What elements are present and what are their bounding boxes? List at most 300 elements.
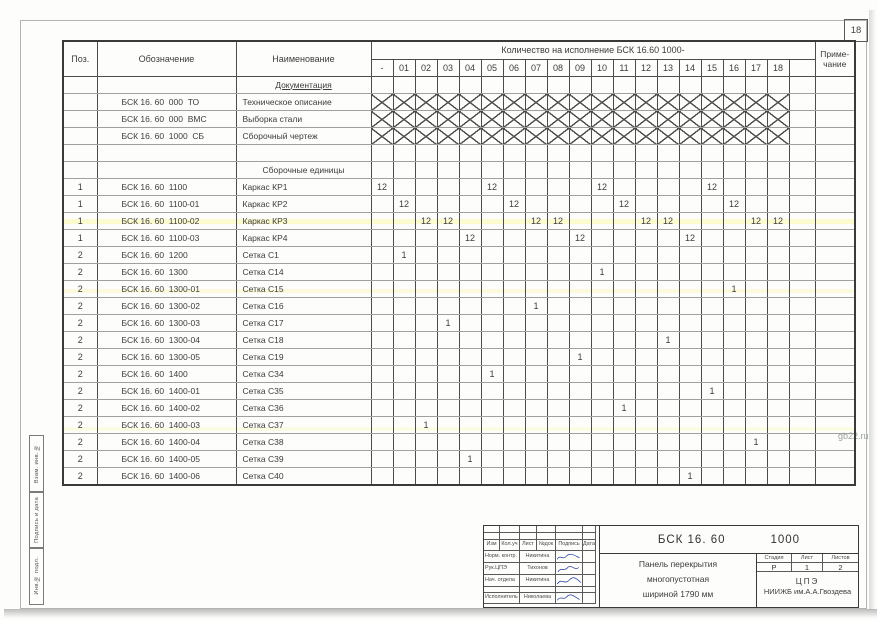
qty-cell bbox=[745, 247, 767, 264]
qty-cell bbox=[569, 434, 591, 451]
qty-cell bbox=[745, 196, 767, 213]
qty-cell bbox=[723, 264, 745, 281]
qty-cell bbox=[459, 332, 481, 349]
poz-cell bbox=[63, 77, 97, 94]
qty-cell bbox=[745, 400, 767, 417]
qty-cell bbox=[547, 111, 569, 128]
stage-value: Р bbox=[757, 563, 792, 572]
qty-cell bbox=[613, 417, 635, 434]
qty-col-header-18: 18 bbox=[767, 60, 789, 77]
qty-cell bbox=[415, 111, 437, 128]
qty-cell bbox=[745, 366, 767, 383]
qty-cell bbox=[723, 230, 745, 247]
qty-cell-blank bbox=[789, 332, 815, 349]
qty-cell bbox=[657, 179, 679, 196]
qty-cell bbox=[459, 196, 481, 213]
name-cell: Каркас КР2 bbox=[236, 196, 371, 213]
qty-cell bbox=[613, 383, 635, 400]
qty-cell bbox=[393, 417, 415, 434]
qty-cell bbox=[371, 366, 393, 383]
qty-col-header-07: 07 bbox=[525, 60, 547, 77]
qty-cell-blank bbox=[789, 383, 815, 400]
qty-cell bbox=[481, 77, 503, 94]
sign-name: Никитина bbox=[520, 575, 556, 587]
qty-cell bbox=[503, 400, 525, 417]
qty-cell bbox=[569, 264, 591, 281]
qty-cell bbox=[459, 213, 481, 230]
qty-cell bbox=[635, 230, 657, 247]
revision-empty-cell bbox=[537, 526, 556, 533]
qty-cell bbox=[415, 366, 437, 383]
spec-row bbox=[63, 230, 855, 247]
poz-cell: 1 bbox=[63, 230, 97, 247]
qty-cell bbox=[481, 213, 503, 230]
qty-cell bbox=[679, 128, 701, 145]
designation-cell: БСК 16. 60 1300-03 bbox=[97, 315, 236, 332]
qty-cell bbox=[481, 451, 503, 468]
note-cell bbox=[815, 111, 855, 128]
sign-role: Исполнитель bbox=[484, 593, 520, 604]
qty-cell bbox=[525, 179, 547, 196]
note-cell bbox=[815, 94, 855, 111]
qty-col-header-06: 06 bbox=[503, 60, 525, 77]
qty-cell bbox=[679, 332, 701, 349]
qty-cell bbox=[613, 298, 635, 315]
qty-cell bbox=[437, 332, 459, 349]
qty-cell bbox=[547, 366, 569, 383]
qty-cell bbox=[437, 128, 459, 145]
designation-cell: БСК 16. 60 1100-01 bbox=[97, 196, 236, 213]
spec-row bbox=[63, 213, 855, 230]
qty-cell bbox=[745, 128, 767, 145]
qty-cell bbox=[767, 417, 789, 434]
qty-cell-blank bbox=[789, 94, 815, 111]
spec-row bbox=[63, 281, 855, 298]
qty-cell: 12 bbox=[613, 196, 635, 213]
qty-cell bbox=[437, 94, 459, 111]
qty-cell bbox=[525, 196, 547, 213]
poz-cell: 1 bbox=[63, 213, 97, 230]
signature-icon bbox=[556, 592, 582, 604]
sign-date-cell bbox=[583, 563, 596, 575]
qty-cell bbox=[657, 162, 679, 179]
qty-cell bbox=[525, 281, 547, 298]
scan-shadow-bottom bbox=[4, 609, 877, 618]
qty-col-header-17: 17 bbox=[745, 60, 767, 77]
qty-cell bbox=[547, 298, 569, 315]
qty-cell bbox=[415, 162, 437, 179]
document-title-line2: многопустотная bbox=[646, 574, 710, 584]
qty-cell bbox=[767, 196, 789, 213]
qty-cell-blank bbox=[789, 349, 815, 366]
qty-col-header-blank bbox=[789, 60, 815, 77]
qty-cell bbox=[481, 417, 503, 434]
qty-cell bbox=[393, 400, 415, 417]
qty-cell: 12 bbox=[503, 196, 525, 213]
qty-cell bbox=[635, 434, 657, 451]
qty-cell bbox=[679, 366, 701, 383]
qty-cell-blank bbox=[789, 281, 815, 298]
designation-cell: БСК 16. 60 1300-02 bbox=[97, 298, 236, 315]
qty-cell bbox=[767, 128, 789, 145]
qty-cell bbox=[437, 281, 459, 298]
spec-row bbox=[63, 247, 855, 264]
qty-cell bbox=[569, 400, 591, 417]
qty-cell bbox=[393, 94, 415, 111]
qty-cell bbox=[393, 77, 415, 94]
qty-cell bbox=[371, 77, 393, 94]
qty-cell bbox=[635, 196, 657, 213]
qty-cell bbox=[613, 332, 635, 349]
qty-cell: 1 bbox=[437, 315, 459, 332]
qty-cell bbox=[613, 366, 635, 383]
qty-cell bbox=[679, 298, 701, 315]
qty-cell bbox=[481, 298, 503, 315]
qty-cell bbox=[569, 298, 591, 315]
qty-cell bbox=[393, 230, 415, 247]
qty-cell bbox=[723, 366, 745, 383]
qty-cell bbox=[481, 281, 503, 298]
document-designation bbox=[600, 526, 858, 554]
designation-cell: БСК 16. 60 1300-04 bbox=[97, 332, 236, 349]
note-cell bbox=[815, 434, 855, 451]
qty-cell: 12 bbox=[371, 179, 393, 196]
qty-col-header--: - bbox=[371, 60, 393, 77]
revision-header-Лист: Лист bbox=[520, 540, 537, 551]
qty-col-header-15: 15 bbox=[701, 60, 723, 77]
designation-cell: БСК 16. 60 1400-05 bbox=[97, 451, 236, 468]
qty-cell bbox=[371, 247, 393, 264]
qty-cell bbox=[767, 247, 789, 264]
revision-empty-cell bbox=[500, 533, 520, 540]
qty-cell bbox=[503, 315, 525, 332]
qty-cell bbox=[569, 162, 591, 179]
qty-cell bbox=[613, 281, 635, 298]
spec-row bbox=[63, 196, 855, 213]
qty-cell: 12 bbox=[745, 213, 767, 230]
qty-cell bbox=[745, 77, 767, 94]
qty-cell bbox=[547, 94, 569, 111]
qty-cell: 12 bbox=[635, 213, 657, 230]
qty-cell bbox=[481, 400, 503, 417]
col-header-name: Наименование bbox=[236, 41, 371, 77]
qty-cell bbox=[525, 400, 547, 417]
qty-cell bbox=[393, 434, 415, 451]
spec-row bbox=[63, 400, 855, 417]
qty-cell bbox=[767, 264, 789, 281]
qty-col-header-16: 16 bbox=[723, 60, 745, 77]
qty-cell bbox=[657, 468, 679, 486]
name-cell: Сборочный чертеж bbox=[236, 128, 371, 145]
sign-date-cell bbox=[583, 593, 596, 604]
qty-cell bbox=[437, 162, 459, 179]
note-cell bbox=[815, 468, 855, 486]
qty-cell bbox=[745, 451, 767, 468]
qty-cell bbox=[481, 145, 503, 162]
qty-cell bbox=[459, 77, 481, 94]
name-cell: Сетка С40 bbox=[236, 468, 371, 486]
qty-cell bbox=[525, 332, 547, 349]
designation-cell: БСК 16. 60 1400-02 bbox=[97, 400, 236, 417]
qty-cell bbox=[591, 247, 613, 264]
qty-cell bbox=[635, 417, 657, 434]
qty-cell-blank bbox=[789, 230, 815, 247]
qty-cell bbox=[437, 247, 459, 264]
spec-row bbox=[63, 264, 855, 281]
qty-cell bbox=[459, 179, 481, 196]
spec-row bbox=[63, 434, 855, 451]
qty-cell bbox=[723, 315, 745, 332]
qty-cell bbox=[525, 145, 547, 162]
note-header-line1: Приме- bbox=[820, 49, 850, 59]
qty-cell bbox=[547, 383, 569, 400]
stamp-podpis-data-label: Подпись и дата bbox=[33, 497, 40, 543]
qty-cell bbox=[767, 94, 789, 111]
note-cell bbox=[815, 332, 855, 349]
name-cell: Сетка С19 bbox=[236, 349, 371, 366]
qty-cell bbox=[503, 213, 525, 230]
qty-cell bbox=[745, 383, 767, 400]
qty-cell bbox=[547, 349, 569, 366]
qty-cell bbox=[767, 77, 789, 94]
qty-cell bbox=[503, 281, 525, 298]
qty-cell bbox=[371, 230, 393, 247]
revision-empty-cell bbox=[520, 526, 537, 533]
qty-cell bbox=[657, 230, 679, 247]
qty-cell bbox=[481, 128, 503, 145]
name-cell: Сетка С1 bbox=[236, 247, 371, 264]
qty-cell bbox=[547, 128, 569, 145]
qty-cell bbox=[591, 451, 613, 468]
designation-cell: БСК 16. 60 1100-02 bbox=[97, 213, 236, 230]
spec-row bbox=[63, 179, 855, 196]
qty-cell bbox=[525, 366, 547, 383]
qty-cell bbox=[393, 366, 415, 383]
qty-cell bbox=[723, 162, 745, 179]
qty-cell bbox=[745, 315, 767, 332]
qty-cell: 1 bbox=[657, 332, 679, 349]
qty-cell bbox=[459, 349, 481, 366]
qty-cell bbox=[393, 128, 415, 145]
qty-cell bbox=[701, 264, 723, 281]
qty-cell bbox=[503, 128, 525, 145]
sheets-value: 2 bbox=[823, 563, 858, 572]
note-cell bbox=[815, 400, 855, 417]
qty-cell bbox=[371, 417, 393, 434]
qty-cell bbox=[481, 349, 503, 366]
note-cell bbox=[815, 264, 855, 281]
col-header-note bbox=[815, 41, 855, 77]
name-cell: Выборка стали bbox=[236, 111, 371, 128]
qty-cell bbox=[657, 298, 679, 315]
designation-cell: БСК 16. 60 1300 bbox=[97, 264, 236, 281]
revision-header-Изм: Изм bbox=[484, 540, 500, 551]
qty-cell bbox=[701, 196, 723, 213]
qty-cell bbox=[767, 400, 789, 417]
qty-cell bbox=[657, 128, 679, 145]
qty-cell bbox=[701, 468, 723, 486]
poz-cell bbox=[63, 162, 97, 179]
qty-cell bbox=[415, 77, 437, 94]
qty-cell bbox=[701, 366, 723, 383]
name-cell: Сборочные единицы bbox=[236, 162, 371, 179]
sheet-value: 1 bbox=[792, 563, 823, 572]
title-block bbox=[483, 525, 859, 608]
spec-row bbox=[63, 315, 855, 332]
qty-cell bbox=[547, 179, 569, 196]
qty-cell bbox=[371, 111, 393, 128]
qty-col-header-01: 01 bbox=[393, 60, 415, 77]
qty-cell bbox=[679, 247, 701, 264]
qty-cell bbox=[459, 281, 481, 298]
qty-cell bbox=[503, 366, 525, 383]
document-title-line1: Панель перекрытия bbox=[638, 559, 718, 569]
designation-cell bbox=[97, 77, 236, 94]
qty-col-header-11: 11 bbox=[613, 60, 635, 77]
qty-cell bbox=[569, 468, 591, 486]
qty-cell bbox=[481, 332, 503, 349]
qty-cell bbox=[503, 77, 525, 94]
qty-cell bbox=[767, 434, 789, 451]
qty-cell bbox=[503, 94, 525, 111]
name-cell: Документация bbox=[236, 77, 371, 94]
qty-cell bbox=[371, 349, 393, 366]
sign-name: Николаева bbox=[520, 593, 556, 604]
qty-cell-blank bbox=[789, 451, 815, 468]
qty-cell: 12 bbox=[701, 179, 723, 196]
sign-role: Рук.ЦПЭ bbox=[484, 563, 520, 575]
qty-cell bbox=[657, 417, 679, 434]
qty-cell bbox=[503, 468, 525, 486]
qty-cell bbox=[767, 332, 789, 349]
qty-cell bbox=[437, 349, 459, 366]
qty-cell bbox=[415, 298, 437, 315]
qty-cell bbox=[591, 162, 613, 179]
sign-signature-cell bbox=[556, 593, 583, 604]
qty-cell bbox=[459, 145, 481, 162]
qty-cell-blank bbox=[789, 468, 815, 486]
qty-cell bbox=[767, 366, 789, 383]
note-header-line2: чание bbox=[823, 59, 847, 69]
poz-cell: 2 bbox=[63, 468, 97, 486]
spec-row bbox=[63, 94, 855, 111]
qty-cell bbox=[569, 128, 591, 145]
qty-cell bbox=[635, 332, 657, 349]
qty-cell bbox=[393, 451, 415, 468]
note-cell bbox=[815, 145, 855, 162]
qty-col-header-08: 08 bbox=[547, 60, 569, 77]
qty-cell bbox=[525, 77, 547, 94]
qty-cell bbox=[745, 298, 767, 315]
qty-cell bbox=[635, 451, 657, 468]
qty-cell bbox=[459, 315, 481, 332]
qty-cell bbox=[547, 145, 569, 162]
sheet-label: Лист bbox=[792, 554, 823, 563]
organization-box bbox=[757, 572, 858, 607]
poz-cell: 2 bbox=[63, 264, 97, 281]
qty-cell bbox=[723, 400, 745, 417]
spec-row bbox=[63, 332, 855, 349]
qty-cell bbox=[415, 451, 437, 468]
qty-cell bbox=[415, 145, 437, 162]
sign-date-cell bbox=[583, 551, 596, 563]
signature-icon bbox=[556, 575, 582, 587]
poz-cell bbox=[63, 128, 97, 145]
title-block-main bbox=[600, 526, 858, 607]
qty-cell bbox=[591, 145, 613, 162]
qty-cell bbox=[371, 213, 393, 230]
designation-cell: БСК 16. 60 1400-06 bbox=[97, 468, 236, 486]
sign-signature-cell bbox=[556, 551, 583, 563]
qty-cell bbox=[459, 400, 481, 417]
qty-cell bbox=[635, 264, 657, 281]
qty-cell bbox=[657, 264, 679, 281]
qty-cell bbox=[591, 230, 613, 247]
qty-cell bbox=[371, 145, 393, 162]
qty-cell bbox=[679, 162, 701, 179]
qty-cell: 12 bbox=[437, 213, 459, 230]
qty-cell bbox=[701, 145, 723, 162]
designation-cell: БСК 16. 60 000 ТО bbox=[97, 94, 236, 111]
qty-cell bbox=[481, 230, 503, 247]
qty-cell bbox=[371, 281, 393, 298]
qty-cell bbox=[767, 162, 789, 179]
poz-cell: 2 bbox=[63, 451, 97, 468]
qty-cell bbox=[767, 383, 789, 400]
poz-cell: 2 bbox=[63, 383, 97, 400]
name-cell: Сетка С39 bbox=[236, 451, 371, 468]
qty-cell bbox=[657, 94, 679, 111]
qty-cell: 12 bbox=[657, 213, 679, 230]
spec-row bbox=[63, 417, 855, 434]
stamp-inv-podl-label: Инв.№ подл. bbox=[33, 557, 40, 595]
designation-cell: БСК 16. 60 1400-01 bbox=[97, 383, 236, 400]
revision-empty-cell bbox=[500, 526, 520, 533]
qty-cell bbox=[657, 111, 679, 128]
qty-cell bbox=[701, 128, 723, 145]
poz-cell: 2 bbox=[63, 332, 97, 349]
qty-cell bbox=[525, 468, 547, 486]
qty-cell bbox=[393, 162, 415, 179]
spec-row bbox=[63, 128, 855, 145]
qty-cell bbox=[525, 247, 547, 264]
qty-cell-blank bbox=[789, 400, 815, 417]
qty-cell-blank bbox=[789, 111, 815, 128]
qty-cell bbox=[701, 349, 723, 366]
revision-header-Дата: Дата bbox=[583, 540, 596, 551]
qty-cell bbox=[613, 230, 635, 247]
qty-cell bbox=[635, 315, 657, 332]
qty-cell bbox=[591, 315, 613, 332]
qty-cell bbox=[503, 451, 525, 468]
revision-empty-cell bbox=[583, 526, 596, 533]
qty-cell bbox=[481, 111, 503, 128]
qty-cell bbox=[393, 315, 415, 332]
qty-cell bbox=[745, 281, 767, 298]
qty-cell bbox=[459, 434, 481, 451]
qty-cell bbox=[635, 349, 657, 366]
qty-cell bbox=[525, 230, 547, 247]
qty-cell bbox=[415, 349, 437, 366]
poz-cell bbox=[63, 94, 97, 111]
qty-cell bbox=[657, 451, 679, 468]
qty-cell-blank bbox=[789, 366, 815, 383]
sign-role: Нач. отдела bbox=[484, 575, 520, 587]
qty-cell bbox=[481, 468, 503, 486]
qty-cell: 1 bbox=[481, 366, 503, 383]
qty-cell bbox=[525, 94, 547, 111]
qty-cell bbox=[591, 128, 613, 145]
